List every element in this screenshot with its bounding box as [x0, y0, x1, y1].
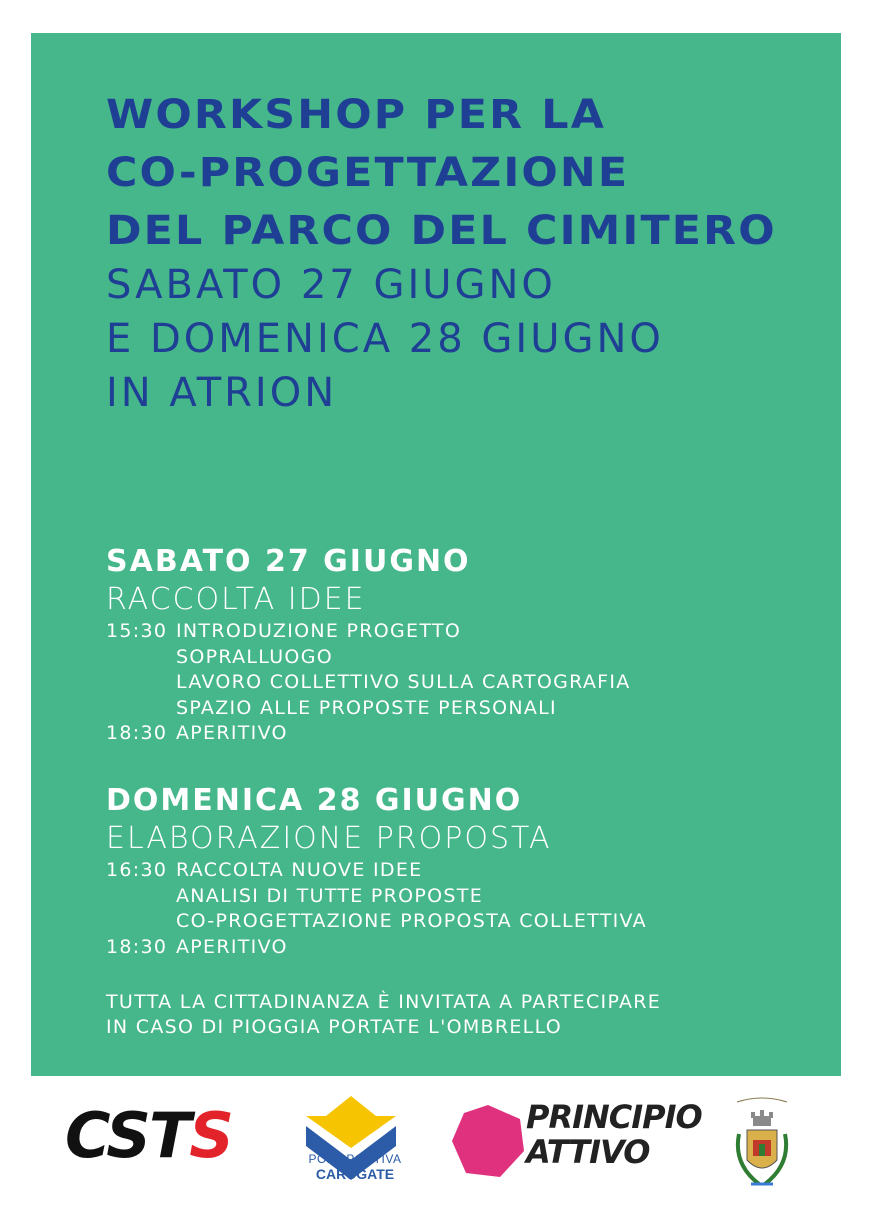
title-line: CO-PROGETTAZIONE [106, 150, 630, 196]
schedule-time: 18:30 [106, 935, 168, 958]
csts-logo-main: CST [65, 1099, 190, 1172]
schedule-row [106, 935, 647, 961]
principio-attivo-line2: ATTIVO [526, 1133, 650, 1171]
schedule-time [106, 909, 176, 935]
schedule-text: SPAZIO ALLE PROPOSTE PERSONALI [176, 696, 557, 719]
schedule-text: LAVORO COLLETTIVO SULLA CARTOGRAFIA [176, 671, 631, 693]
csts-logo-accent: S [189, 1099, 232, 1172]
polisportiva-text [305, 1152, 405, 1182]
polisportiva-line2: CARUGATE [315, 1166, 395, 1182]
saturday-section [106, 543, 631, 747]
schedule-time: 16:30 [106, 859, 168, 881]
schedule-text: CO-PROGETTAZIONE PROPOSTA COLLETTIVA [176, 910, 647, 932]
schedule-text: INTRODUZIONE PROGETTO [176, 620, 462, 642]
schedule-time: 15:30 [106, 620, 168, 642]
sunday-section [106, 782, 647, 960]
title-line: WORKSHOP PER LA [106, 92, 606, 138]
poster-title [106, 86, 777, 260]
schedule-row [106, 670, 631, 696]
polisportiva-line1: POLISPORTIVA [308, 1152, 402, 1166]
schedule-text: RACCOLTA NUOVE IDEE [176, 859, 423, 881]
date-line: E DOMENICA 28 GIUGNO [106, 316, 664, 362]
date-line: IN ATRION [106, 370, 338, 416]
title-line: DEL PARCO DEL CIMITERO [106, 208, 777, 254]
schedule-row [106, 696, 631, 722]
event-dates [106, 258, 664, 420]
schedule-text: APERITIVO [176, 722, 288, 744]
schedule-time [106, 696, 176, 722]
csts-logo [65, 1099, 232, 1172]
schedule-text: ANALISI DI TUTTE PROPOSTE [176, 884, 484, 907]
schedule-time [106, 645, 176, 671]
principio-attivo-text [526, 1100, 702, 1170]
note-line: IN CASO DI PIOGGIA PORTATE L'OMBRELLO [106, 1016, 563, 1038]
date-line: SABATO 27 GIUGNO [106, 262, 556, 308]
sponsor-logos [31, 1076, 841, 1220]
schedule-row [106, 619, 631, 645]
schedule-time [106, 884, 176, 910]
schedule-time: 18:30 [106, 722, 168, 744]
sunday-subheading: ELABORAZIONE PROPOSTA [106, 821, 552, 856]
schedule-text: SOPRALLUOGO [176, 645, 333, 668]
saturday-heading: SABATO 27 GIUGNO [106, 544, 471, 579]
principio-attivo-hexagon-icon [448, 1101, 528, 1181]
note-line: TUTTA LA CITTADINANZA È INVITATA A PARTECIPARE [106, 991, 662, 1013]
schedule-row [106, 721, 631, 747]
schedule-row [106, 858, 647, 884]
schedule-text: APERITIVO [176, 935, 288, 958]
municipal-crest-icon [729, 1094, 795, 1198]
footer-notes [106, 990, 661, 1040]
saturday-subheading: RACCOLTA IDEE [106, 582, 366, 617]
schedule-row [106, 884, 647, 910]
schedule-row [106, 909, 647, 935]
principio-attivo-line1: PRINCIPIO [526, 1098, 702, 1136]
schedule-row [106, 645, 631, 671]
sunday-heading: DOMENICA 28 GIUGNO [106, 783, 523, 818]
schedule-time [106, 670, 176, 696]
